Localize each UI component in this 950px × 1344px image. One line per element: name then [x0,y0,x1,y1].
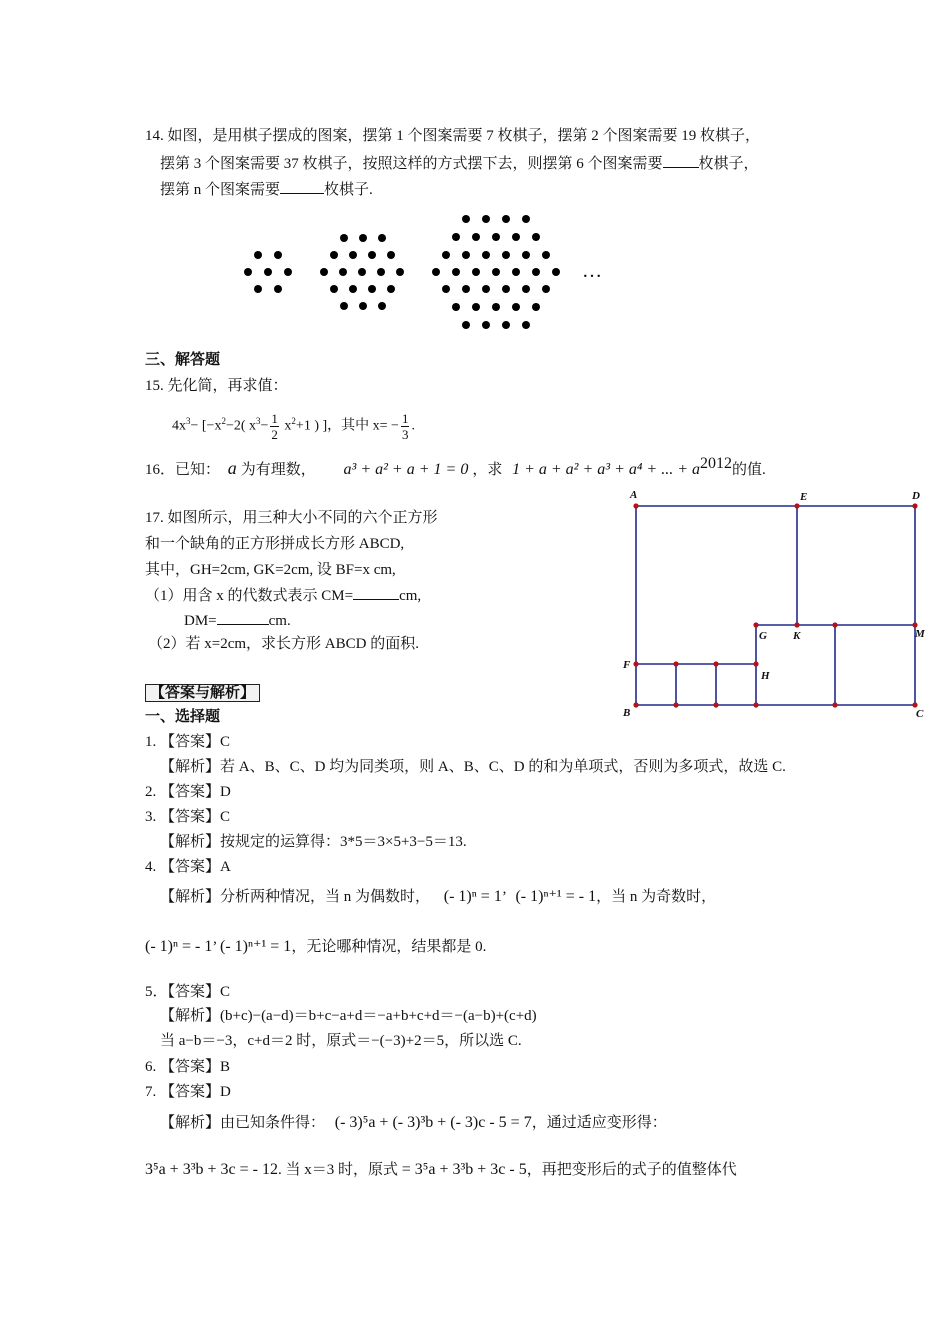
math-odd-2: (- 1)ⁿ⁺¹ = 1 [220,938,292,955]
math-original: = 3⁵a + 3³b + 3c - 5 [401,1161,527,1178]
label-e: E [800,491,808,503]
answer-3: 3. 【答案】C [145,809,231,825]
q16-line: 16．已知： a 为有理数， a³ + a² + a + 1 = 0 ，求 1 + a + a² + a³ + a⁴ + ... + $a^{2012}$的值. [145,455,766,478]
math-condition: (- 3)⁵a + (- 3)³b + (- 3)c - 5 = 7 [334,1114,532,1131]
q14-line1: 14. 如图，是用棋子摆成的图案，摆第 1 个图案需要 7 枚棋子，摆第 2 个图案需要 19 枚棋子， [145,128,761,144]
label-c: C [916,708,924,720]
explanation-4-line1: 【解析】分析两种情况，当 n 为偶数时， (- 1)ⁿ = 1’ (- 1)ⁿ⁺¹ = - 1，当 n 为奇数时， [160,888,717,905]
pattern-2 [320,234,404,310]
q17-line3: 其中，GH=2cm, GK=2cm, 设 BF=x cm, [145,562,396,578]
q15-expression: $4x^3- [-x^2-2$( $x^3-$ $\frac{1}{2}$ $x^2+1$ ) ]，其中 x= − $\frac{1}{3}$ . [172,410,415,442]
answers-section-1: 一、选择题 [145,709,221,725]
q16-equation: a³ + a² + a + 1 = 0 [343,461,469,478]
answer-2: 2. 【答案】D [145,784,231,800]
label-k: K [793,630,801,642]
q17-line4: （1）用含 x 的代数式表示 CM= cm, [145,584,421,606]
answer-7: 7. 【答案】D [145,1084,231,1100]
label-h: H [761,670,770,682]
q14-line3 [160,178,373,200]
answer-blank-nth[interactable] [280,178,324,194]
q14-line2-text: 摆第 3 个图案需要 37 枚棋子，按照这样的方式摆下去，则摆第 6 个图案需要 [160,156,663,172]
math-transformed: 3⁵a + 3³b + 3c = - 12 [145,1161,278,1178]
label-d: D [912,490,920,502]
explanation-1: 【解析】若 A、B、C、D 均为同类项，则 A、B、C、D 的和为单项式，否则为多项式，故选 C. [160,759,786,775]
q17-line1: 17. 如图所示，用三种大小不同的六个正方形 [145,510,438,526]
answers-title: 【答案与解析】 [145,683,260,703]
q17-line5: DM= cm. [184,609,291,631]
answer-4: 4. 【答案】A [145,859,231,875]
label-m: M [915,628,925,640]
q14-line2 [160,152,759,174]
outer-rectangle [636,506,915,705]
answer-blank-cm[interactable] [353,584,399,600]
explanation-4-line2: (- 1)ⁿ = - 1’ (- 1)ⁿ⁺¹ = 1，无论哪种情况，结果都是 0. [145,938,487,955]
explanation-5-line1: 【解析】(b+c)−(a−d)＝b+c−a+d＝−a+b+c+d＝−(a−b)+(c+d) [160,1008,537,1024]
rectangle-abcd-figure [615,485,935,725]
explanation-5-line2: 当 a−b＝−3，c+d＝2 时，原式＝−(−3)+2＝5，所以选 C. [160,1033,522,1049]
answer-6: 6. 【答案】B [145,1059,231,1075]
math-odd-1: (- 1)ⁿ = - 1 [145,938,213,955]
answer-blank-dm[interactable] [217,609,269,625]
fraction-one-third: $\frac{1}{3}$ [401,410,409,442]
math-even-1: (- 1)ⁿ = 1 [443,888,502,905]
q15-line1: 15. 先化简，再求值： [145,378,288,394]
label-b: B [623,707,631,719]
answer-5: 5．【答案】C [145,984,231,1000]
q14-line3-unit: 枚棋子. [324,182,373,198]
answer-blank-6th[interactable] [663,152,699,168]
pattern-3 [432,215,560,329]
q17-line2: 和一个缺角的正方形拼成长方形 ABCD, [145,536,405,552]
label-a: A [630,489,638,501]
chess-pattern-figure [230,205,630,335]
section-3-title: 三、解答题 [145,352,221,368]
explanation-7-line1: 【解析】由已知条件得： (- 3)⁵a + (- 3)³b + (- 3)c - 5 = 7，通过适应变形得： [160,1114,667,1131]
answer-1: 1. 【答案】C [145,734,231,750]
label-f: F [623,659,631,671]
pattern-ellipsis: … [582,260,602,282]
q14-line2-unit: 枚棋子， [698,156,759,172]
explanation-7-line2: 3⁵a + 3³b + 3c = - 12. 当 x＝3 时，原式 = 3⁵a + 3³b + 3c - 5，再把变形后的式子的值整体代 [145,1161,737,1178]
label-g: G [759,630,767,642]
q17-line6: （2）若 x=2cm，求长方形 ABCD 的面积. [148,636,419,652]
math-even-2: (- 1)ⁿ⁺¹ = - 1 [515,888,597,905]
explanation-3: 【解析】按规定的运算得：3*5＝3×5+3−5＝13. [160,834,467,850]
fraction-one-half: $\frac{1}{2}$ [271,410,278,442]
pattern-1 [244,251,292,293]
q14-line3-text: 摆第 n 个图案需要 [160,182,281,198]
q16-sum: 1 + a + a² + a³ + a⁴ + ... + a [512,461,701,478]
